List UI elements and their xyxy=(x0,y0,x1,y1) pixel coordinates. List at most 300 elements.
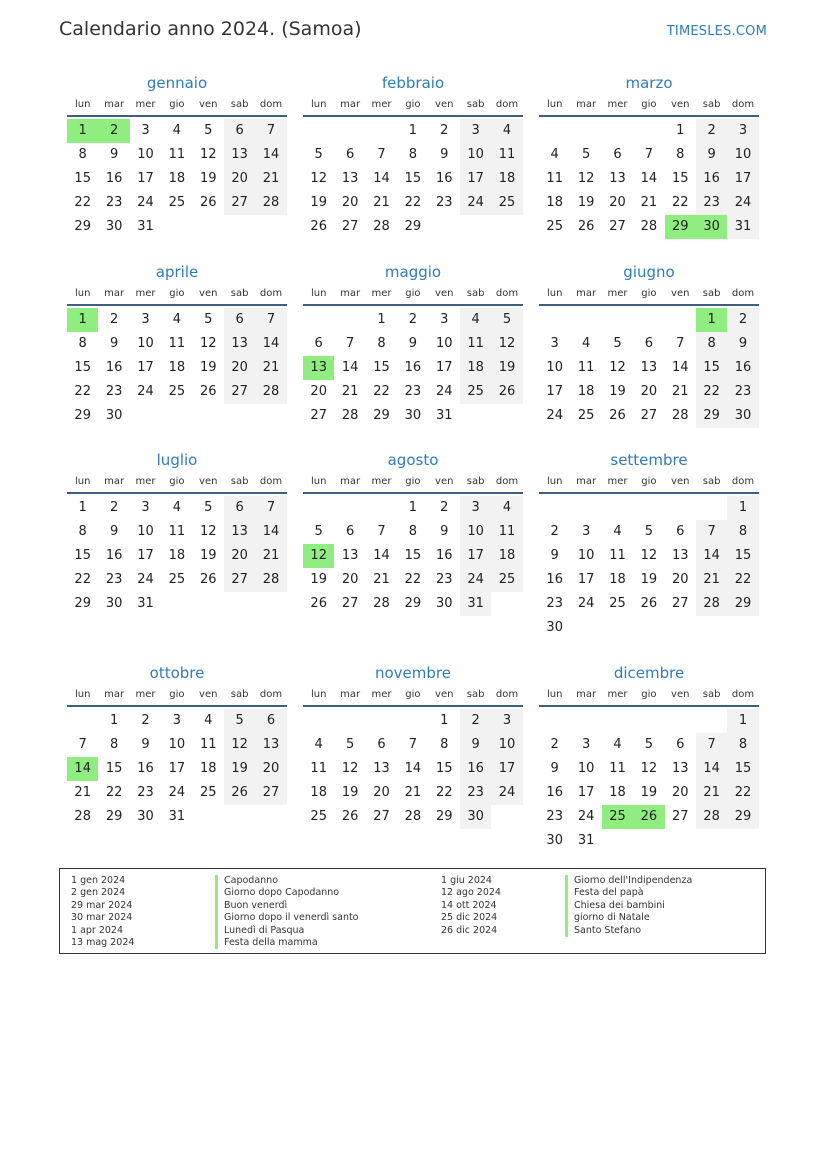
day-cell: 23 xyxy=(137,785,154,800)
weekday-label: mar xyxy=(104,99,125,110)
day-cell: 14 xyxy=(671,360,689,375)
empty-cell xyxy=(193,805,224,829)
holiday-day-cell: 25 xyxy=(602,805,633,829)
weekday-header xyxy=(67,474,287,492)
day-cell: 2 xyxy=(141,713,150,728)
month-aprile xyxy=(67,261,287,428)
weekend-day-cell: 11 xyxy=(460,332,491,356)
weekday-label: gio xyxy=(169,476,185,487)
legend-date: 25 dic 2024 xyxy=(441,912,498,924)
weekday-label: mer xyxy=(135,476,156,487)
day-cell: 31 xyxy=(137,219,154,234)
weekend-day-cell: 8 xyxy=(696,332,727,356)
legend-date: 14 ott 2024 xyxy=(441,899,497,911)
weekend-day-cell: 16 xyxy=(727,356,758,380)
weekday-header xyxy=(303,687,523,705)
day-cell: 30 xyxy=(435,596,453,611)
weekday-label: lun xyxy=(310,99,327,110)
week-row xyxy=(303,191,523,215)
day-cell: 6 xyxy=(345,147,355,162)
day-cell: 12 xyxy=(310,171,327,186)
legend-right-names xyxy=(565,875,692,937)
day-cell: 29 xyxy=(74,596,91,611)
day-cell: 10 xyxy=(137,524,154,539)
weekend-day-cell: 24 xyxy=(727,191,758,215)
week-row xyxy=(303,568,523,592)
week-row xyxy=(303,496,523,520)
header-rule xyxy=(303,115,523,117)
empty-cell xyxy=(570,308,601,332)
day-cell: 7 xyxy=(377,524,386,539)
weekend-day-cell: 22 xyxy=(696,380,727,404)
weekday-label: gio xyxy=(641,476,657,487)
week-row xyxy=(539,757,759,781)
weekend-day-cell: 11 xyxy=(491,143,522,167)
day-cell: 22 xyxy=(404,572,422,587)
week-row xyxy=(67,544,287,568)
empty-cell xyxy=(539,709,570,733)
day-cell: 20 xyxy=(671,785,689,800)
week-row xyxy=(67,167,287,191)
weekday-label: sab xyxy=(230,689,249,700)
weekday-label: dom xyxy=(259,476,283,487)
day-cell: 24 xyxy=(137,384,154,399)
week-row xyxy=(67,119,287,143)
weekend-day-cell: 27 xyxy=(255,781,286,805)
day-cell: 19 xyxy=(310,572,327,587)
day-cell: 13 xyxy=(640,360,658,375)
day-cell: 26 xyxy=(341,809,359,824)
week-row xyxy=(539,404,759,428)
site-link[interactable]: TIMESLES.COM xyxy=(666,24,767,39)
legend-date: 12 ago 2024 xyxy=(441,887,501,899)
day-cell: 13 xyxy=(373,761,390,776)
weekend-day-cell: 13 xyxy=(224,143,255,167)
day-cell: 19 xyxy=(199,360,217,375)
month-name: febbraio xyxy=(381,74,445,92)
day-cell: 20 xyxy=(310,384,327,399)
day-cell: 5 xyxy=(581,147,591,162)
week-row xyxy=(67,733,287,757)
empty-cell xyxy=(397,709,428,733)
day-cell: 28 xyxy=(373,219,390,234)
empty-cell xyxy=(491,404,522,428)
weekday-label: mer xyxy=(371,689,392,700)
weekday-label: lun xyxy=(74,689,91,700)
weekday-label: sab xyxy=(230,476,249,487)
empty-cell xyxy=(303,496,334,520)
day-cell: 11 xyxy=(310,761,327,776)
day-cell: 6 xyxy=(644,336,653,351)
weekday-label: ven xyxy=(435,288,454,299)
day-cell: 23 xyxy=(546,596,563,611)
empty-cell xyxy=(366,119,397,143)
weekend-day-cell: 28 xyxy=(696,805,727,829)
weekday-label: sab xyxy=(230,288,249,299)
week-row xyxy=(303,332,523,356)
weekend-day-cell: 18 xyxy=(491,167,522,191)
day-cell: 19 xyxy=(199,548,217,563)
day-cell: 12 xyxy=(577,171,595,186)
day-cell: 11 xyxy=(199,737,217,752)
weekday-label: ven xyxy=(435,689,454,700)
day-cell: 22 xyxy=(105,785,123,800)
day-cell: 8 xyxy=(676,147,685,162)
month-name: agosto xyxy=(387,451,439,469)
day-cell: 7 xyxy=(644,147,653,162)
legend-date: 1 giu 2024 xyxy=(441,875,492,886)
week-row xyxy=(67,143,287,167)
legend-date: 2 gen 2024 xyxy=(71,887,126,899)
week-row xyxy=(303,404,523,428)
day-cell: 28 xyxy=(373,596,390,611)
weekday-label: ven xyxy=(435,99,454,110)
day-cell: 5 xyxy=(345,737,355,752)
empty-cell xyxy=(602,119,633,143)
weekend-day-cell: 11 xyxy=(491,520,522,544)
month-marzo xyxy=(539,72,759,239)
empty-cell xyxy=(334,709,365,733)
day-cell: 8 xyxy=(408,147,417,162)
month-name: maggio xyxy=(384,263,442,281)
day-cell: 10 xyxy=(577,548,595,563)
day-cell: 13 xyxy=(609,171,626,186)
day-cell: 25 xyxy=(168,572,186,587)
day-cell: 4 xyxy=(172,123,181,138)
weekday-label: ven xyxy=(199,689,218,700)
week-row xyxy=(539,167,759,191)
day-cell: 16 xyxy=(404,360,422,375)
weekday-header xyxy=(67,97,287,115)
day-cell: 10 xyxy=(137,147,154,162)
empty-cell xyxy=(255,805,286,829)
week-row xyxy=(303,592,523,616)
day-cell: 11 xyxy=(609,761,626,776)
day-cell: 12 xyxy=(640,548,658,563)
weekend-day-cell: 28 xyxy=(255,380,286,404)
day-cell: 1 xyxy=(676,123,685,138)
empty-cell xyxy=(539,119,570,143)
day-cell: 18 xyxy=(168,548,186,563)
day-cell: 8 xyxy=(440,737,449,752)
day-cell: 28 xyxy=(74,809,91,824)
week-row xyxy=(539,733,759,757)
day-cell: 16 xyxy=(546,785,563,800)
day-cell: 18 xyxy=(199,761,217,776)
weekday-label: mar xyxy=(576,689,597,700)
empty-cell xyxy=(366,709,397,733)
week-row xyxy=(539,191,759,215)
weekday-label: mer xyxy=(371,476,392,487)
day-cell: 31 xyxy=(577,833,595,848)
day-cell: 1 xyxy=(408,500,417,515)
weekday-label: mar xyxy=(104,288,125,299)
weekend-day-cell: 21 xyxy=(696,781,727,805)
day-cell: 22 xyxy=(404,195,422,210)
weekday-label: gio xyxy=(405,689,421,700)
weekend-day-cell: 25 xyxy=(460,380,491,404)
day-cell: 28 xyxy=(640,219,658,234)
empty-cell xyxy=(161,215,192,239)
day-cell: 2 xyxy=(109,312,119,327)
weekend-day-cell: 3 xyxy=(460,496,491,520)
day-cell: 29 xyxy=(404,596,422,611)
day-cell: 31 xyxy=(168,809,186,824)
empty-cell xyxy=(460,404,491,428)
weekday-label: dom xyxy=(731,99,755,110)
week-row xyxy=(67,332,287,356)
day-cell: 24 xyxy=(435,384,453,399)
weekday-label: mar xyxy=(576,288,597,299)
weekday-label: dom xyxy=(731,476,755,487)
month-name: dicembre xyxy=(613,664,685,682)
weekday-header xyxy=(67,687,287,705)
weekday-label: dom xyxy=(731,288,755,299)
day-cell: 4 xyxy=(613,524,622,539)
day-cell: 9 xyxy=(408,336,417,351)
day-cell: 6 xyxy=(613,147,622,162)
weekend-day-cell: 24 xyxy=(460,191,491,215)
legend-holiday-name: Festa della mamma xyxy=(215,937,359,949)
month-name: marzo xyxy=(625,74,673,92)
weekday-label: dom xyxy=(259,288,283,299)
empty-cell xyxy=(633,496,664,520)
empty-cell xyxy=(193,592,224,616)
day-cell: 14 xyxy=(373,548,390,563)
weekday-label: dom xyxy=(495,476,519,487)
week-row xyxy=(539,496,759,520)
day-cell: 4 xyxy=(581,336,591,351)
empty-cell xyxy=(633,308,664,332)
day-cell: 7 xyxy=(408,737,417,752)
day-cell: 16 xyxy=(435,548,453,563)
legend-holiday-name: Chiesa dei bambini xyxy=(565,900,692,912)
weekday-label: dom xyxy=(259,99,283,110)
day-cell: 3 xyxy=(550,336,559,351)
day-cell: 23 xyxy=(105,195,123,210)
day-cell: 9 xyxy=(109,147,119,162)
day-cell: 27 xyxy=(671,596,689,611)
weekend-day-cell: 24 xyxy=(491,781,522,805)
holiday-day-cell: 14 xyxy=(67,757,98,781)
weekday-label: dom xyxy=(731,689,755,700)
day-cell: 10 xyxy=(435,336,453,351)
empty-cell xyxy=(665,709,696,733)
weekend-day-cell: 2 xyxy=(727,308,758,332)
empty-cell xyxy=(334,119,365,143)
empty-cell xyxy=(727,829,758,853)
day-cell: 26 xyxy=(310,219,327,234)
weekday-label: lun xyxy=(546,288,563,299)
day-cell: 5 xyxy=(314,524,323,539)
weekday-label: mar xyxy=(340,99,361,110)
day-cell: 7 xyxy=(676,336,685,351)
weekend-day-cell: 24 xyxy=(460,568,491,592)
legend-holiday-name: Capodanno xyxy=(215,875,359,887)
weekend-day-cell: 21 xyxy=(255,167,286,191)
day-cell: 21 xyxy=(404,785,422,800)
empty-cell xyxy=(303,308,334,332)
day-cell: 8 xyxy=(377,336,386,351)
day-cell: 22 xyxy=(74,572,91,587)
weekend-day-cell: 2 xyxy=(460,709,491,733)
weekend-day-cell: 13 xyxy=(224,520,255,544)
day-cell: 18 xyxy=(609,572,626,587)
weekend-day-cell: 1 xyxy=(727,496,758,520)
weekday-label: sab xyxy=(702,689,721,700)
weekday-label: mer xyxy=(135,288,156,299)
legend-right-dates xyxy=(441,875,501,937)
day-cell: 19 xyxy=(609,384,626,399)
day-cell: 19 xyxy=(640,572,658,587)
weekend-day-cell: 5 xyxy=(224,709,255,733)
weekday-label: mer xyxy=(371,99,392,110)
weekend-day-cell: 7 xyxy=(696,520,727,544)
weekday-header xyxy=(303,286,523,304)
weekday-label: sab xyxy=(466,689,485,700)
weekend-day-cell: 27 xyxy=(224,191,255,215)
day-cell: 2 xyxy=(550,524,559,539)
day-cell: 24 xyxy=(577,596,595,611)
day-cell: 15 xyxy=(373,360,390,375)
week-row xyxy=(67,496,287,520)
empty-cell xyxy=(602,308,633,332)
header-rule xyxy=(539,115,759,117)
day-cell: 29 xyxy=(105,809,123,824)
weekday-label: dom xyxy=(495,689,519,700)
weekend-day-cell: 13 xyxy=(224,332,255,356)
day-cell: 6 xyxy=(314,336,323,351)
empty-cell xyxy=(665,829,696,853)
header-rule xyxy=(303,304,523,306)
empty-cell xyxy=(460,215,491,239)
weekend-day-cell: 10 xyxy=(727,143,758,167)
day-cell: 3 xyxy=(141,312,150,327)
empty-cell xyxy=(334,308,365,332)
day-cell: 20 xyxy=(341,195,359,210)
weekday-header xyxy=(539,97,759,115)
weekday-label: lun xyxy=(74,99,91,110)
week-row xyxy=(303,757,523,781)
holiday-legend xyxy=(59,868,766,954)
day-cell: 20 xyxy=(373,785,390,800)
empty-cell xyxy=(570,496,601,520)
empty-cell xyxy=(161,404,192,428)
day-cell: 17 xyxy=(546,384,563,399)
day-cell: 31 xyxy=(435,408,453,423)
day-cell: 30 xyxy=(105,219,123,234)
day-cell: 26 xyxy=(640,596,658,611)
legend-date: 29 mar 2024 xyxy=(71,899,133,911)
empty-cell xyxy=(570,709,601,733)
empty-cell xyxy=(633,709,664,733)
empty-cell xyxy=(193,404,224,428)
month-febbraio xyxy=(303,72,523,239)
empty-cell xyxy=(633,829,664,853)
day-cell: 16 xyxy=(435,171,453,186)
weekday-label: mar xyxy=(340,689,361,700)
week-row xyxy=(303,709,523,733)
weekday-label: dom xyxy=(495,99,519,110)
weekday-label: gio xyxy=(405,288,421,299)
day-cell: 20 xyxy=(609,195,626,210)
day-cell: 16 xyxy=(546,572,563,587)
empty-cell xyxy=(193,215,224,239)
day-cell: 5 xyxy=(644,737,653,752)
holiday-day-cell: 1 xyxy=(67,119,98,143)
weekday-label: ven xyxy=(671,689,690,700)
day-cell: 5 xyxy=(314,147,323,162)
day-cell: 12 xyxy=(199,147,217,162)
week-row xyxy=(539,616,759,640)
weekday-label: mar xyxy=(576,476,597,487)
day-cell: 18 xyxy=(168,360,186,375)
day-cell: 14 xyxy=(341,360,359,375)
day-cell: 19 xyxy=(310,195,327,210)
day-cell: 17 xyxy=(137,360,154,375)
day-cell: 6 xyxy=(377,737,386,752)
week-row xyxy=(67,356,287,380)
day-cell: 14 xyxy=(373,171,390,186)
weekend-day-cell: 28 xyxy=(696,592,727,616)
day-cell: 7 xyxy=(345,336,355,351)
week-row xyxy=(67,757,287,781)
day-cell: 23 xyxy=(435,195,453,210)
weekday-label: lun xyxy=(74,288,91,299)
day-cell: 26 xyxy=(310,596,327,611)
day-cell: 18 xyxy=(310,785,327,800)
week-row xyxy=(539,709,759,733)
empty-cell xyxy=(696,829,727,853)
day-cell: 4 xyxy=(550,147,559,162)
weekend-day-cell: 18 xyxy=(491,544,522,568)
week-row xyxy=(303,356,523,380)
day-cell: 27 xyxy=(640,408,658,423)
empty-cell xyxy=(602,829,633,853)
weekend-day-cell: 20 xyxy=(224,167,255,191)
legend-holiday-name: Giorno dell'Indipendenza xyxy=(565,875,692,887)
week-row xyxy=(539,568,759,592)
weekday-label: lun xyxy=(310,689,327,700)
week-row xyxy=(67,404,287,428)
week-row xyxy=(303,167,523,191)
weekend-day-cell: 21 xyxy=(255,356,286,380)
empty-cell xyxy=(303,119,334,143)
empty-cell xyxy=(491,592,522,616)
weekday-label: gio xyxy=(641,288,657,299)
weekend-day-cell: 20 xyxy=(224,356,255,380)
weekend-day-cell: 27 xyxy=(224,380,255,404)
weekend-day-cell: 20 xyxy=(224,544,255,568)
weekday-label: mar xyxy=(104,689,125,700)
weekday-label: mer xyxy=(371,288,392,299)
day-cell: 10 xyxy=(546,360,563,375)
day-cell: 9 xyxy=(109,524,119,539)
day-cell: 24 xyxy=(577,809,595,824)
week-row xyxy=(303,733,523,757)
day-cell: 6 xyxy=(676,524,685,539)
empty-cell xyxy=(696,496,727,520)
weekday-label: sab xyxy=(230,99,249,110)
weekend-day-cell: 25 xyxy=(491,568,522,592)
header-rule xyxy=(303,705,523,707)
legend-left-dates xyxy=(71,875,134,949)
weekend-day-cell: 29 xyxy=(696,404,727,428)
day-cell: 31 xyxy=(137,596,154,611)
day-cell: 28 xyxy=(671,408,689,423)
day-cell: 18 xyxy=(546,195,563,210)
weekday-label: mar xyxy=(340,288,361,299)
